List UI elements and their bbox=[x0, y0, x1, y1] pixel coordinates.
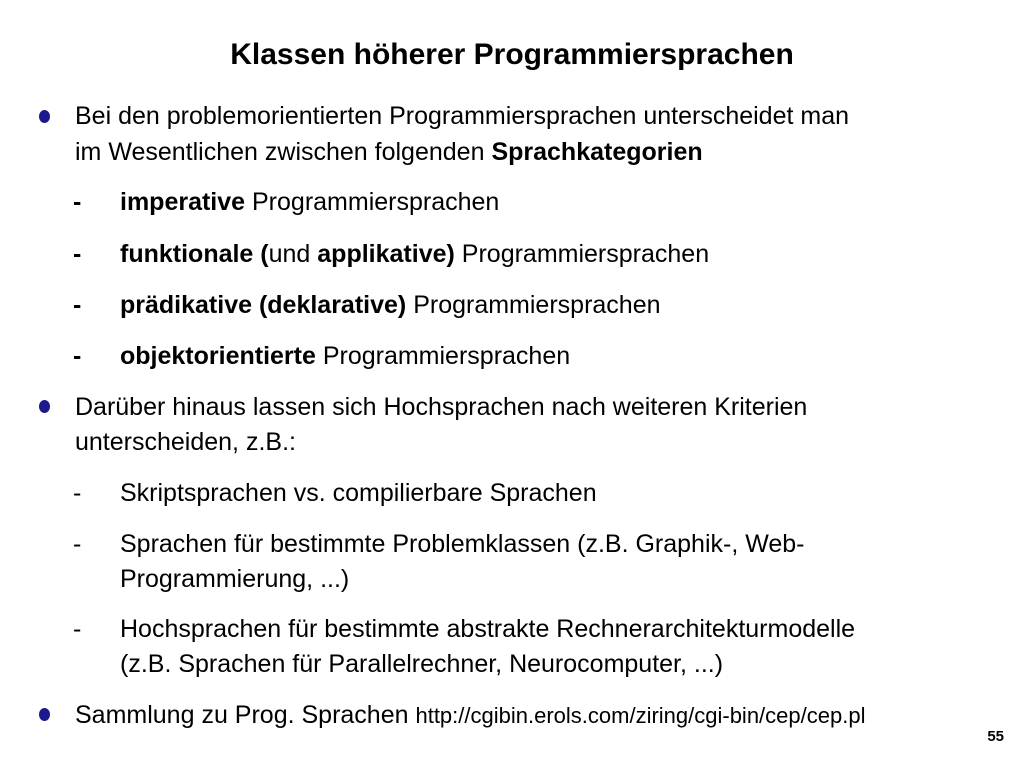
category-item-imperative-bold: imperative bbox=[120, 188, 246, 216]
category-item-funktionale-mid: und bbox=[268, 240, 318, 268]
category-item-funktionale bbox=[120, 239, 709, 269]
category-item-funktionale-rest: Programmiersprachen bbox=[454, 240, 710, 268]
bullet-1-line-2-bold: Sprachkategorien bbox=[491, 138, 703, 166]
category-item-objektorientierte-bold: objektorientierte bbox=[120, 342, 316, 370]
criteria-item-2-line-2: Programmierung, ...) bbox=[120, 565, 350, 593]
category-dash-1: - bbox=[73, 188, 82, 216]
bullet-2-line-1: Darüber hinaus lassen sich Hochsprachen nach weiteren Kriterien bbox=[75, 393, 808, 421]
bullet-1-line-2 bbox=[75, 137, 703, 167]
bullet-3-text: Sammlung zu Prog. Sprachen bbox=[75, 701, 416, 729]
bullet-icon bbox=[39, 110, 50, 123]
bullet-1-line-1: Bei den problemorientierten Programmiersprachen unterscheidet man bbox=[75, 102, 850, 130]
category-dash-2: - bbox=[73, 240, 82, 268]
category-dash-3: - bbox=[73, 291, 82, 319]
page-number: 55 bbox=[987, 728, 1004, 745]
category-item-imperative-rest: Programmiersprachen bbox=[245, 188, 500, 216]
category-item-applikative-bold: applikative) bbox=[317, 240, 455, 268]
category-item-imperative bbox=[120, 187, 499, 217]
criteria-item-3-line-2: (z.B. Sprachen für Parallelrechner, Neurocomputer, ...) bbox=[120, 650, 724, 678]
category-item-objektorientierte bbox=[120, 341, 570, 371]
bullet-1-line-2-text: im Wesentlichen zwischen folgenden bbox=[75, 138, 492, 166]
bullet-3-line bbox=[75, 700, 865, 731]
criteria-dash-1: - bbox=[73, 479, 82, 507]
criteria-item-3-line-1: Hochsprachen für bestimmte abstrakte Rechnerarchitekturmodelle bbox=[120, 615, 856, 643]
criteria-item-1: Skriptsprachen vs. compilierbare Sprachen bbox=[120, 479, 597, 507]
category-dash-4: - bbox=[73, 342, 82, 370]
category-item-praedikative-rest: Programmiersprachen bbox=[406, 291, 661, 319]
category-item-objektorientierte-rest: Programmiersprachen bbox=[315, 342, 571, 370]
page-title: Klassen höherer Programmiersprachen bbox=[230, 38, 794, 71]
category-item-praedikative-bold: prädikative (deklarative) bbox=[120, 291, 407, 319]
bullet-icon bbox=[39, 708, 50, 721]
criteria-dash-2: - bbox=[73, 530, 82, 558]
criteria-dash-3: - bbox=[73, 615, 82, 643]
category-item-praedikative bbox=[120, 290, 661, 320]
criteria-item-2-line-1: Sprachen für bestimmte Problemklassen (z.B. Graphik-, Web- bbox=[120, 530, 805, 558]
bullet-2-line-2: unterscheiden, z.B.: bbox=[75, 428, 296, 456]
category-item-funktionale-bold: funktionale ( bbox=[120, 240, 269, 268]
bullet-3-url: http://cgibin.erols.com/ziring/cgi-bin/cep/cep.pl bbox=[415, 703, 866, 728]
bullet-icon bbox=[39, 400, 50, 413]
